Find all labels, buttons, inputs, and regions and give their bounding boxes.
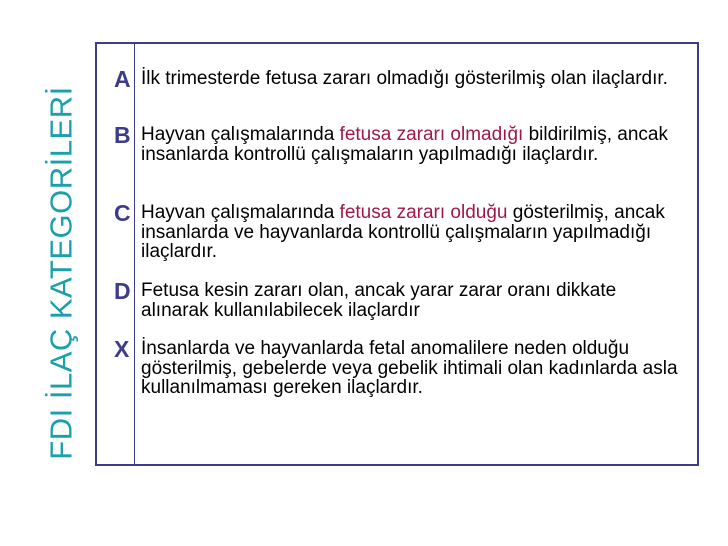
category-letter-c: C xyxy=(114,200,131,226)
category-letter-b: B xyxy=(114,122,131,148)
category-description-a xyxy=(141,69,687,89)
category-text-d: Fetusa kesin zararı olan, ancak yarar zarar oranı dikkate alınarak kullanılabilecek ilaçlardır xyxy=(141,280,617,321)
category-panel xyxy=(95,42,699,466)
category-description-b xyxy=(141,125,687,164)
category-highlight-b: fetusa zararı olmadığı xyxy=(339,124,524,145)
page-title: FDI İLAÇ KATEGORİLERİ xyxy=(44,86,80,460)
category-text-b-start: Hayvan çalışmalarında xyxy=(141,124,340,145)
category-highlight-c: fetusa zararı olduğu xyxy=(339,202,508,223)
category-description-x xyxy=(141,339,687,398)
category-text-b-end: bildirilmiş, ancak insanlarda kontrollü çalışmaların yapılmadığı ilaçlardır. xyxy=(141,124,668,165)
category-text-c-end: gösterilmiş, ancak insanlarda ve hayvanlarda kontrollü çalışmaların yapılmadığı ilaçlardır. xyxy=(141,202,665,262)
category-description-c xyxy=(141,203,687,262)
column-divider xyxy=(134,44,135,464)
category-text-c-start: Hayvan çalışmalarında xyxy=(141,202,340,223)
category-letter-x: X xyxy=(114,336,130,362)
category-letter-a: A xyxy=(114,66,131,92)
category-description-d xyxy=(141,281,687,320)
side-title-container xyxy=(40,28,84,518)
category-letter-d: D xyxy=(114,278,131,304)
category-text-x: İnsanlarda ve hayvanlarda fetal anomalilere neden olduğu gösterilmiş, gebelerde veya gebelik ihtimali olan kadınlarda asla kullanılmaması gereken ilaçlardır. xyxy=(141,338,678,398)
category-text-a: İlk trimesterde fetusa zararı olmadığı gösterilmiş olan ilaçlardır. xyxy=(141,68,668,89)
